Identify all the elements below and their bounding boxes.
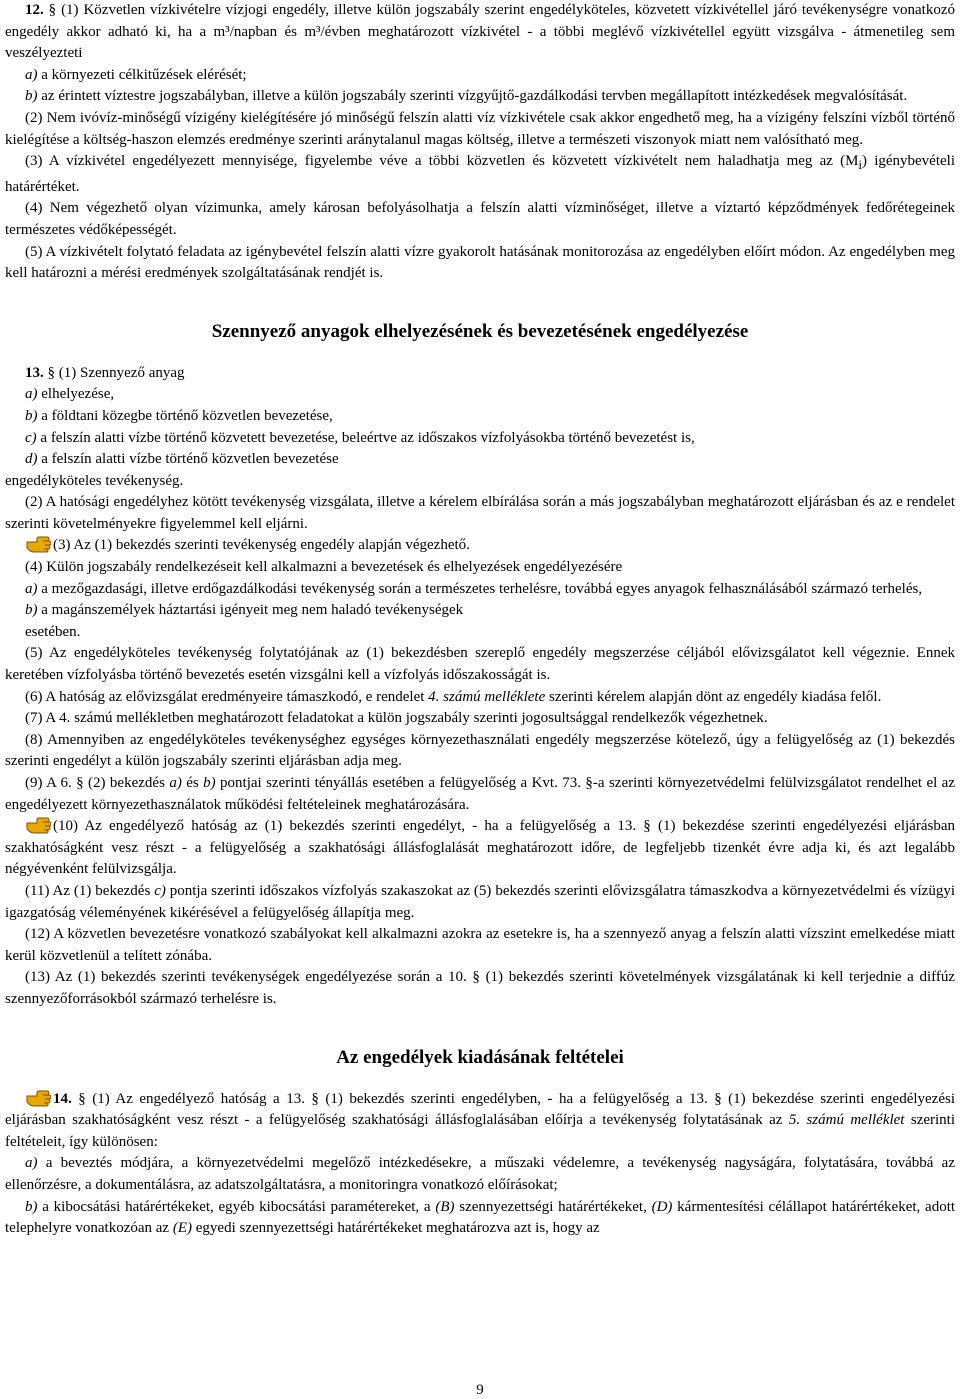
list-item-a: a) a beveztés módjára, a környezetvédelmi megelőző intézkedésekre, a műszaki védelemre, a tevékenység nagyságára, folytatására, továbbá az ellenőrzésre, a dokumentálásra, az adatszolgáltatásra, a monitoringra vonatkozó előírásokat;	[5, 1155, 959, 1193]
section-number: 14.	[53, 1090, 72, 1107]
list-item-a: a) a környezeti célkitűzések elérését;	[25, 66, 247, 83]
list-item-c: c) a felszín alatti vízbe történő közvetett bevezetése, beleértve az időszakos vízfolyásokba történő bevezetést is,	[25, 429, 695, 446]
document-page	[5, 0, 959, 1240]
section-13-paragraph-4: (4) Külön jogszabály rendelkezéseit kell alkalmazni a bevezetések és elhelyezések engedélyezésére	[25, 559, 623, 576]
section-12-paragraph-1	[5, 0, 959, 65]
section-mark: §	[48, 2, 57, 18]
section-13-paragraph-6: (6) A hatóság az elővizsgálat eredményeire támaszkodó, e rendelet 4. számú melléklete szerinti kérelem alapján dönt az engedély kiadása felől.	[25, 688, 882, 705]
section-12-paragraph-3: (3) A vízkivétel engedélyezett mennyisége, figyelembe véve a többi közvetlen és közvetett vízkivételt nem haladhatja meg az $(M_i)$ igénybevételi határértéket.	[5, 153, 959, 195]
list-item-d: d) a felszín alatti vízbe történő közvetlen bevezetése	[25, 451, 339, 468]
section-12-paragraph-5: (5) A vízkivételt folytató feladata az igénybevétel felszín alatti vízre gyakorolt hatásának monitorozása az engedélyben előírt módon. Az engedélyben meg kell határozni a mérési eredmények szolgáltatásának rendjét is.	[5, 243, 955, 282]
section-13-paragraph-2: (2) A hatósági engedélyhez kötött tevékenység vizsgálata, illetve a kérelem elbírálása során a más jogszabályban meghatározott eljárásban és az e rendelet szerinti követelményekre figyelemmel kell eljárni.	[5, 494, 955, 532]
list-item-b: b) a kibocsátási határértékeket, egyéb kibocsátási paramétereket, a (B) szennyezettségi határértékeket, (D) kármentesítési célállapot határértékeket, adott telephelyre vonatkozóan az (E) egyedi szennyezettségi határértékeket meghatározva azt is, hogy az	[5, 1198, 959, 1237]
section-12-paragraph-2: (2) Nem ivóvíz-minőségű vízigény kielégítésére jó minőségű felszín alatti víz vízkivétele csak akkor engedhető meg, ha a vízigény felszíni vízből történő kielégítése a költség-haszon elemzés eredménye szerinti aránytalanul magas költség, illetve a természeti viszonyok miatt nem valósítható meg.	[5, 109, 955, 148]
page-number: 9	[476, 1382, 484, 1398]
section-heading: Az engedélyek kiadásának feltételei	[336, 1046, 624, 1068]
section-14-paragraph-1[interactable]: 14. § (1) Az engedélyező hatóság a 13. § (1) bekezdés szerinti engedélyben, - ha a felügyelőség a 13. § (1) bekezdése szerinti engedélyezési eljárásban szakhatóságként vesz részt - a felügyelőség szakhatósági állásfoglalásában előírja a tevékenység folytatásának az 5. számú melléklet szerinti feltételeit, így különösen:	[5, 1090, 959, 1150]
section-text: (1) Közvetlen vízkivételre vízjogi engedély, illetve külön jogszabály szerint engedélyköteles, közvetett vízkivétellel járó tevékenységre vonatkozó engedély akkor adható ki, ha a m³/napban és m³/évben meghatározott vízkivétel - a többi meglévő vízkivétellel együtt vizsgálva - átmenetileg sem veszélyezteti	[5, 2, 959, 62]
pointing-hand-icon[interactable]	[25, 816, 51, 834]
list-item-b: b) az érintett víztestre jogszabályban, illetve a külön jogszabály szerinti vízgyűjtő-gazdálkodási tervben megállapított intézkedések megvalósítását.	[25, 88, 908, 105]
section-number: 12.	[25, 2, 44, 18]
section-13-paragraph-7: (7) A 4. számú mellékletben meghatározott feladatokat a külön jogszabály szerinti jogosultsággal rendelkezők végezhetnek.	[25, 710, 768, 727]
section-13-paragraph-9: (9) A 6. § (2) bekezdés a) és b) pontjai szerinti tényállás esetében a felügyelőség a Kvt. 73. §-a szerinti környezetvédelmi felülvizsgálatot rendelhet el az engedélyezett környezethasználatok működési feltételeinek meghatározására.	[5, 775, 959, 813]
section-13-paragraph-11: (11) Az (1) bekezdés c) pontja szerinti időszakos vízfolyás szakaszokat az (5) bekezdés szerinti elővizsgálatra támaszkodva a környezetvédelmi és vízügyi igazgatóság véleményének kikérésével a felügyelőség állapítja meg.	[5, 882, 959, 921]
list-item-b: b) a földtani közegbe történő közvetlen bevezetése,	[25, 407, 333, 424]
section-mark: §	[78, 1090, 86, 1107]
section-12-paragraph-4: (4) Nem végezhető olyan vízimunka, amely károsan befolyásolhatja a felszín alatti vízminőséget, illetve a víztartó képződmények fedőrétegeinek természetes védőképességét.	[5, 200, 955, 238]
section-13-paragraph-3[interactable]: (3) Az (1) bekezdés szerinti tevékenység engedély alapján végezhető.	[5, 535, 955, 557]
pointing-hand-icon[interactable]	[25, 535, 51, 553]
list-item-a: a) elhelyezése,	[25, 386, 115, 403]
section-13-paragraph-5: (5) Az engedélyköteles tevékenység folytatójának az (1) bekezdésben szereplő engedély megszerzése céljából elővizsgálatot kell végeznie. Ennek keretében vízfolyásba történő bevezetés esetén vizsgálni kell a vízfolyás időszakosságát is.	[5, 645, 955, 684]
section-mark: §	[47, 364, 55, 381]
paragraph-end: engedélyköteles tevékenység.	[5, 472, 184, 489]
section-number: 13.	[25, 364, 44, 381]
list-item-a: a) a mezőgazdasági, illetve erdőgazdálkodási tevékenység során a természetes terhelésre, továbbá egyes anyagok felhasználásából származó terhelés,	[25, 580, 923, 597]
section-13-paragraph-13: (13) Az (1) bekezdés szerinti tevékenységek engedélyezése során a 10. § (1) bekezdés szerinti követelmények vizsgálatának ki kell terjednie a diffúz szennyezőforrásokból származó terhelésre is.	[5, 969, 955, 1007]
section-heading: Szennyező anyagok elhelyezésének és bevezetésének engedélyezése	[211, 320, 749, 342]
section-13-paragraph-1: 13. § (1) Szennyező anyag	[25, 364, 185, 381]
section-13-paragraph-8: (8) Amennyiben az engedélyköteles tevékenységhez egységes környezethasználati engedély megszerzése kötelező, úgy a felügyelőség az (1) bekezdés szerinti engedélyt a külön jogszabály szerinti eljárásban adja meg.	[5, 731, 955, 770]
section-13-paragraph-10[interactable]: (10) Az engedélyező hatóság az (1) bekezdés szerinti engedélyt, - ha a felügyelőség a 13. § (1) bekezdése szerinti engedélyezési eljárásban szakhatóságként vesz részt - a felügyelőség a szakhatósági állásfoglalását meghatározott időre, de legfeljebb tizenkét évre adja ki, és azt legalább négyévenként felülvizsgálja.	[5, 818, 959, 878]
pointing-hand-icon[interactable]	[25, 1089, 51, 1107]
paragraph-end: esetében.	[25, 623, 81, 640]
list-item-b: b) a magánszemélyek háztartási igényeit meg nem haladó tevékenységek	[25, 602, 464, 619]
section-13-paragraph-12: (12) A közvetlen bevezetésre vonatkozó szabályokat kell alkalmazni azokra az esetekre is, ha a szennyező anyag a felszín alatti vízszint emelkedése miatt kerül közvetlenül a telített zónába.	[5, 926, 955, 964]
